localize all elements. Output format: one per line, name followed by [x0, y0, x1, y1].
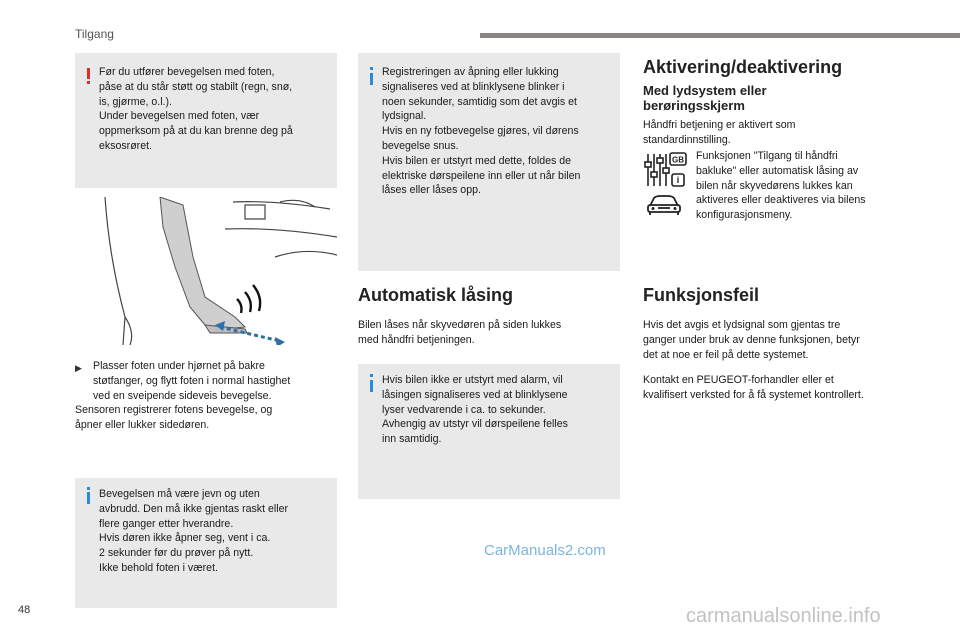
- malfunction-text-2: Kontakt en PEUGEOT-forhandler eller et kvalifisert verksted for å få systemet kontrollert.: [643, 374, 864, 401]
- watermark-carmanuals2: CarManuals2.com: [484, 542, 606, 559]
- info-icon: [370, 73, 373, 85]
- instruction-text: Sensoren registrerer fotens bevegelse, og åpner eller lukker sidedøren.: [75, 404, 273, 431]
- warning-text: Før du utfører bevegelsen med foten, påse at du står støtt og stabilt (regn, snø, is, gjørme, o.l.). Under bevegelsen med foten, vær oppmerksom på at du kan brenne deg på eksosrøret.: [99, 66, 293, 152]
- info-text-signal: Registreringen av åpning eller lukking signaliseres ved at blinklysene blinker i noen sekunder, samtidig som det avgis et lydsignal. Hvis en ny fotbevegelse gjøres, vil dørens bevegelse snus. Hvis bilen er utstyrt med dette, foldes de elektriske dørspeilene inn eller ut når bilen låses eller låses opp.: [382, 66, 581, 197]
- heading-auto-lock: Automatisk låsing: [358, 285, 514, 305]
- info-icon-dot: [370, 67, 373, 70]
- info-icon: [370, 380, 373, 392]
- info-icon-dot: [370, 374, 373, 377]
- foot-sensor-illustration: [75, 197, 337, 345]
- info-text-motion: Bevegelsen må være jevn og uten avbrudd. Den må ikke gjentas raskt eller flere ganger etter hverandre. Hvis døren ikke åpner seg, vent i ca. 2 sekunder før du prøver på nytt. Ikke behold foten i været.: [99, 488, 289, 574]
- activation-icon-text: Funksjonen "Tilgang til håndfri bakluke" eller automatisk låsing av bilen når skyvedørens lukkes kan aktiveres eller deaktiveres via bilens konfigurasjonsmeny.: [696, 150, 866, 222]
- info-text-alarm: Hvis bilen ikke er utstyrt med alarm, vil låsingen signaliseres ved at blinklysene lyser vedvarende i ca. to sekunder. Avhengig av utstyr vil dørspeilene felles inn samtidig.: [382, 374, 568, 446]
- header-bar: [480, 33, 960, 38]
- info-box-alarm: [358, 364, 620, 499]
- warning-box: [75, 53, 337, 188]
- info-badge-text: i: [676, 175, 680, 185]
- section-title: Tilgang: [75, 27, 114, 41]
- warning-icon: [87, 68, 90, 79]
- activation-intro: Håndfri betjening er aktivert som standardinnstilling.: [643, 119, 796, 146]
- page-number: 48: [18, 604, 31, 616]
- heading-malfunction: Funksjonsfeil: [643, 285, 760, 305]
- auto-lock-text: Bilen låses når skyvedøren på siden lukkes med håndfri betjeningen.: [358, 319, 562, 346]
- bullet-arrow-icon: ▶: [75, 363, 82, 373]
- malfunction-text-1: Hvis det avgis et lydsignal som gjentas tre ganger under bruk av denne funksjonen, betyr det at noe er feil på dette systemet.: [643, 319, 860, 361]
- keyless-settings-icon: [644, 152, 688, 188]
- warning-icon-dot: [87, 81, 90, 84]
- info-box-signal: [358, 53, 620, 271]
- heading-activation: Aktivering/deaktivering: [643, 57, 843, 77]
- gb-badge-text: GB: [672, 155, 684, 165]
- car-icon: [646, 194, 682, 216]
- instruction-bullet: Plasser foten under hjørnet på bakre støtfanger, og flytt foten i normal hastighet ved en sveipende sideveis bevegelse.: [93, 360, 291, 402]
- info-box-motion: [75, 478, 337, 608]
- subheading-audio-system: Med lydsystem eller berøringsskjerm: [643, 83, 767, 113]
- info-icon-dot: [87, 487, 90, 490]
- watermark-carmanualsonline: carmanualsonline.info: [686, 605, 881, 627]
- info-icon: [87, 492, 90, 504]
